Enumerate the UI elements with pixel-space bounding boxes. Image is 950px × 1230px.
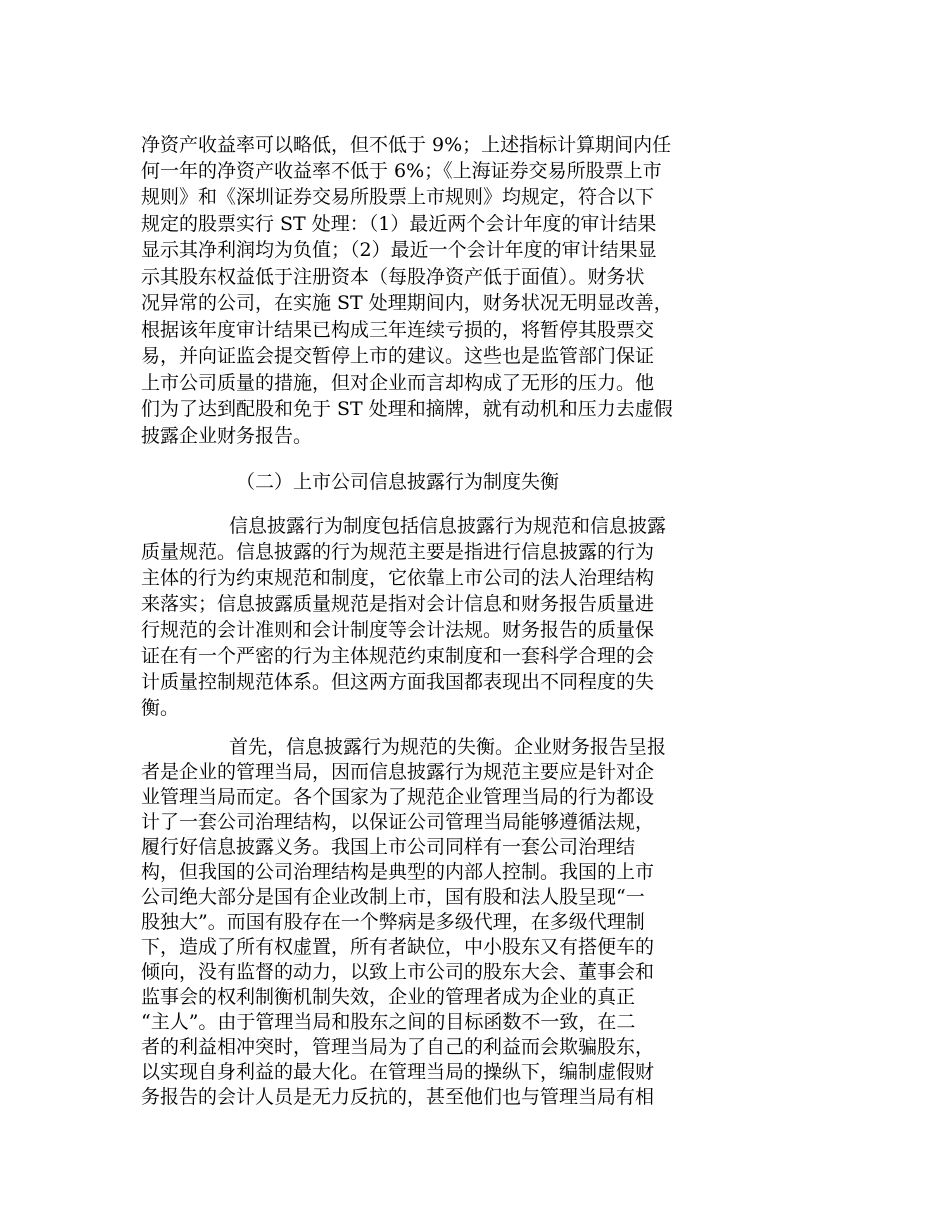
text-line: 倾向，没有监督的动力，以致上市公司的股东大会、董事会和 [141,961,655,983]
text-line: 计质量控制规范体系。但这两方面我国都表现出不同程度的失 [141,671,655,693]
text-line: 规则》和《深圳证券交易所股票上市规则》均规定，符合以下 [141,186,655,208]
text-line: 者是企业的管理当局，因而信息披露行为规范主要应是针对企 [141,761,655,783]
text-line: 易，并向证监会提交暂停上市的建议。这些也是监管部门保证 [141,345,655,367]
text-line: 务报告的会计人员是无力反抗的，甚至他们也与管理当局有相 [141,1086,655,1108]
text-line: 来落实；信息披露质量规范是指对会计信息和财务报告质量进 [141,593,655,615]
text-line: 衡。 [141,697,180,719]
text-line: 上市公司质量的措施，但对企业而言却构成了无形的压力。他 [141,372,655,394]
text-line: 业管理当局而定。各个国家为了规范企业管理当局的行为都设 [141,786,655,808]
text-line: 主体的行为约束规范和制度，它依靠上市公司的法人治理结构 [141,567,655,589]
text-line: 监事会的权利制衡机制失效，企业的管理者成为企业的真正 [141,986,636,1008]
text-line: 显示其净利润均为负值；（2）最近一个会计年度的审计结果显 [141,239,657,261]
text-line: 根据该年度审计结果已构成三年连续亏损的，将暂停其股票交 [141,319,655,341]
text-line: 首先，信息披露行为规范的失衡。企业财务报告呈报 [229,736,667,758]
text-line: 履行好信息披露义务。我国上市公司同样有一套公司治理结 [141,836,636,858]
text-line: 证在有一个严密的行为主体规范约束制度和一套科学合理的会 [141,645,655,667]
text-line: 构，但我国的公司治理结构是典型的内部人控制。我国的上市 [141,861,655,883]
text-line: 况异常的公司，在实施 ST 处理期间内，财务状况无明显改善， [141,292,673,314]
text-line: 净资产收益率可以略低，但不低于 9%；上述指标计算期间内任 [141,134,672,156]
text-line: 下，造成了所有权虚置，所有者缺位，中小股东又有搭便车的 [141,936,655,958]
text-line: 规定的股票实行 ST 处理：（1）最近两个会计年度的审计结果 [141,213,657,235]
text-line: 者的利益相冲突时，管理当局为了自己的利益而会欺骗股东， [141,1036,655,1058]
text-line: 们为了达到配股和免于 ST 处理和摘牌，就有动机和压力去虚假 [141,398,673,420]
text-line: 示其股东权益低于注册资本（每股净资产低于面值）。财务状 [141,266,645,288]
section-heading: （二）上市公司信息披露行为制度失衡 [236,471,560,493]
text-line: “主人”。由于管理当局和股东之间的目标函数不一致，在二 [141,1011,636,1033]
text-line: 行规范的会计准则和会计制度等会计法规。财务报告的质量保 [141,619,655,641]
text-line: 质量规范。信息披露的行为规范主要是指进行信息披露的行为 [141,541,655,563]
text-line: 计了一套公司治理结构，以保证公司管理当局能够遵循法规， [141,811,655,833]
text-line: 股独大”。而国有股存在一个弊病是多级代理，在多级代理制 [141,911,645,933]
text-line: 信息披露行为制度包括信息披露行为规范和信息披露 [229,515,667,537]
text-line: 以实现自身利益的最大化。在管理当局的操纵下，编制虚假财 [141,1061,655,1083]
text-line: 何一年的净资产收益率不低于 6%；《上海证券交易所股票上市 [141,160,662,182]
text-line: 公司绝大部分是国有企业改制上市，国有股和法人股呈现“一 [141,886,645,908]
text-line: 披露企业财务报告。 [141,425,313,447]
